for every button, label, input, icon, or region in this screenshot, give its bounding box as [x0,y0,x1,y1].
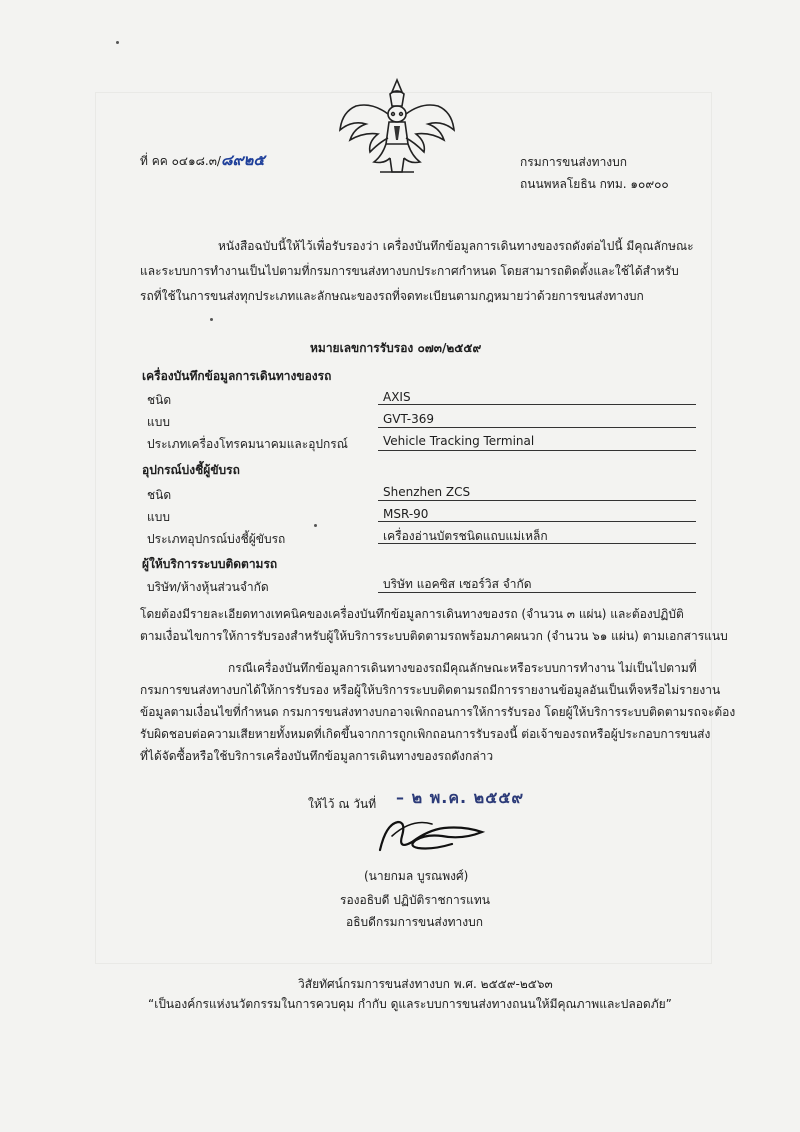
intro-line-1: หนังสือฉบับนี้ให้ไว้เพื่อรับรองว่า เครื่องบันทึกข้อมูลการเดินทางของรถดังต่อไปนี้ มีคุณลักษณะ [218,239,694,253]
vision-motto: “เป็นองค์กรแห่งนวัตกรรมในการควบคุม กำกับ ดูแลระบบการขนส่งทางถนนให้มีคุณภาพและปลอดภัย” [148,997,672,1011]
recorder-brand-label: ชนิด [147,393,172,407]
document-number [140,152,265,169]
recorder-brand-value: AXIS [383,390,411,404]
vision-line: วิสัยทัศน์กรมการขนส่งทางบก พ.ศ. ๒๕๕๙-๒๕๖๓ [298,977,553,991]
garuda-emblem [332,72,462,182]
recorder-model-label: แบบ [147,415,170,429]
scan-speck [314,524,317,527]
details-line-2: ตามเงื่อนไขการให้การรับรองสำหรับผู้ให้บริการระบบติดตามรถพร้อมภาคผนวก (จำนวน ๖๑ แผ่น) ตามเอกสารแนบ [140,629,728,643]
given-on-label: ให้ไว้ ณ วันที่ [308,797,377,811]
recorder-type-value: Vehicle Tracking Terminal [383,434,535,448]
recorder-type-label: ประเภทเครื่องโทรคมนาคมและอุปกรณ์ [147,437,348,451]
driver-id-model-value: MSR-90 [383,507,429,521]
provider-heading: ผู้ให้บริการระบบติดตามรถ [142,557,278,571]
recorder-model-underline [378,427,696,428]
signer-title-1: รองอธิบดี ปฏิบัติราชการแทน [340,893,490,907]
provider-company-label: บริษัท/ห้างหุ้นส่วนจำกัด [147,580,269,594]
conditions-line-4: รับผิดชอบต่อความเสียหายทั้งหมดที่เกิดขึ้นจากการถูกเพิกถอนการรับรองนี้ ต่อเจ้าของรถหรือผู้ประกอบการขนส่ง [140,727,711,741]
conditions-line-1: กรณีเครื่องบันทึกข้อมูลการเดินทางของรถมีคุณลักษณะหรือระบบการทำงาน ไม่เป็นไปตามที่ [228,661,697,675]
driver-id-heading: อุปกรณ์บ่งชี้ผู้ขับรถ [142,463,240,477]
scan-speck [116,41,119,44]
intro-line-3: รถที่ใช้ในการขนส่งทุกประเภทและลักษณะของรถที่จดทะเบียนตามกฎหมายว่าด้วยการขนส่งทางบก [140,289,644,303]
scan-speck [210,318,213,321]
driver-id-model-underline [378,521,696,522]
driver-id-type-label: ประเภทอุปกรณ์บ่งชี้ผู้ขับรถ [147,532,286,546]
conditions-line-5: ที่ได้จัดซื้อหรือใช้บริการเครื่องบันทึกข้อมูลการเดินทางของรถดังกล่าว [140,749,494,763]
details-line-1: โดยต้องมีรายละเอียดทางเทคนิคของเครื่องบันทึกข้อมูลการเดินทางของรถ (จำนวน ๓ แผ่น) และต้องปฏิบัติ [140,607,684,621]
driver-id-brand-label: ชนิด [147,488,172,502]
document-number-handwritten: ๘๙๒๕ [220,151,265,169]
provider-company-underline [378,592,696,593]
driver-id-brand-underline [378,500,696,501]
provider-company-value: บริษัท แอคซิส เซอร์วิส จำกัด [383,577,532,591]
date-stamp: – ๒ พ.ค. ๒๕๕๙ [396,788,525,807]
intro-line-2: และระบบการทำงานเป็นไปตามที่กรมการขนส่งทางบกประกาศกำหนด โดยสามารถติดตั้งและใช้ได้สำหรับ [140,264,679,278]
recorder-type-underline [378,450,696,451]
conditions-line-3: ข้อมูลตามเงื่อนไขที่กำหนด กรมการขนส่งทางบกอาจเพิกถอนการให้การรับรอง โดยผู้ให้บริการระบบติดตามรถจะต้อง [140,705,736,719]
org-name: กรมการขนส่งทางบก [520,155,628,169]
conditions-line-2: กรมการขนส่งทางบกได้ให้การรับรอง หรือผู้ให้บริการระบบติดตามรถมีการรายงานข้อมูลอันเป็นเท็จหรือไม่รายงาน [140,683,721,697]
recorder-heading: เครื่องบันทึกข้อมูลการเดินทางของรถ [142,369,332,383]
document-number-prefix: ที่ คค ๐๔๑๘.๓/ [140,154,221,168]
driver-id-type-underline [378,543,696,544]
recorder-model-value: GVT-369 [383,412,434,426]
certification-number: หมายเลขการรับรอง ๐๗๓/๒๕๕๙ [310,341,482,355]
signer-name: (นายกมล บูรณพงศ์) [364,869,469,883]
signature-mark [372,806,492,858]
driver-id-brand-value: Shenzhen ZCS [383,485,471,499]
recorder-brand-underline [378,404,696,405]
signer-title-2: อธิบดีกรมการขนส่งทางบก [346,915,483,929]
org-address: ถนนพหลโยธิน กทม. ๑๐๙๐๐ [520,177,669,191]
driver-id-type-value: เครื่องอ่านบัตรชนิดแถบแม่เหล็ก [383,529,548,543]
driver-id-model-label: แบบ [147,510,170,524]
